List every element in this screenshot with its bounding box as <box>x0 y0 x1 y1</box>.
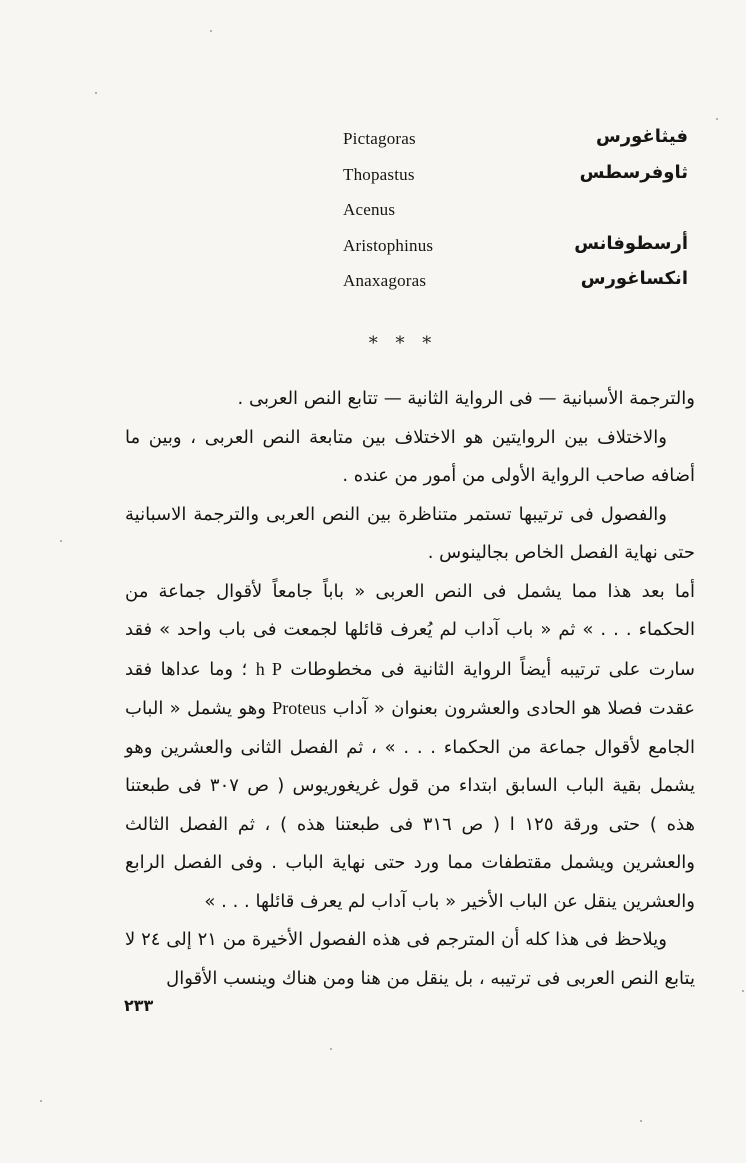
name-row <box>343 233 703 269</box>
name-row <box>343 268 703 304</box>
name-row <box>343 197 703 233</box>
latin-name: Pictagoras <box>343 129 416 148</box>
paragraph-4-part-3: وهو يشمل « الباب الجامع لأقوال جماعة من الحكماء . . . » ، ثم الفصل الثانى والعشرين وهو يشمل بقية الباب السابق ابتداء من قول غريغوريوس ( ص ٣٠٧ فى طبعتنا هذه ) حتى ورقة ١٢٥ ا ( ص ٣١٦ فى طبعتنا هذه ) ، ثم الفصل الثالث والعشرين ويشمل مقتطفات مما ورد حتى نهاية الباب . وفى الفصل الرابع والعشرين ينقل عن الباب الأخير « باب آداب لم يعرف قائلها . . . » <box>125 698 695 912</box>
body-text <box>125 380 695 998</box>
paragraph-4-part-1: أما بعد هذا مما يشمل فى النص العربى « باباً جامعاً لأقوال جماعة من الحكماء . . . » ثم « باب آداب لم يُعرف قائلها لجمعت فى باب واحد » فقد سارت على ترتيبه أيضاً الرواية الثانية فى مخطوطات <box>125 580 695 680</box>
scan-speck <box>640 1120 642 1122</box>
paragraph-4 <box>125 573 695 922</box>
latin-name: Aristophinus <box>343 235 434 255</box>
paragraph-2: والاختلاف بين الروايتين هو الاختلاف بين متابعة النص العربى ، وبين ما أضافه صاحب الرواية الأولى من أمور من عنده . <box>125 426 695 486</box>
scan-speck <box>716 118 718 120</box>
scan-speck <box>210 30 212 32</box>
scan-speck <box>40 1100 42 1102</box>
paragraph-3: والفصول فى ترتيبها تستمر متناظرة بين النص العربى والترجمة الاسبانية حتى نهاية الفصل الخاص بجالينوس . <box>125 503 695 563</box>
latin-name: Thopastus <box>343 164 415 184</box>
latin-name: Acenus <box>343 200 396 219</box>
arabic-name: ثاوفرسطس <box>579 161 688 183</box>
names-table <box>343 126 703 304</box>
section-separator: * * * <box>368 333 438 354</box>
paragraph-1: والترجمة الأسبانية — فى الرواية الثانية — تتابع النص العربى . <box>237 388 695 409</box>
name-row <box>343 126 703 162</box>
scan-speck <box>95 92 97 94</box>
arabic-name: انكساغورس <box>580 268 688 289</box>
name-row <box>343 162 703 198</box>
arabic-name: فيثاغورس <box>595 126 688 147</box>
scan-speck <box>330 1048 332 1050</box>
page-number: ٢٣٣ <box>124 996 154 1015</box>
proteus-word: Proteus <box>272 698 327 718</box>
scan-speck <box>742 990 744 992</box>
manuscript-sigla: h P <box>255 658 282 679</box>
scan-speck <box>60 540 62 542</box>
latin-name: Anaxagoras <box>343 271 427 290</box>
paragraph-5: ويلاحظ فى هذا كله أن المترجم فى هذه الفصول الأخيرة من ٢١ إلى ٢٤ لا يتابع النص العربى فى ترتيبه ، بل ينقل من هنا ومن هناك وينسب الأقوال <box>125 929 695 989</box>
arabic-name: أرسطوفانس <box>574 232 688 254</box>
paragraph-4-part-2: ؛ وما عداها فقد عقدت فصلا هو الحادى والعشرون بعنوان « آداب <box>125 658 695 719</box>
